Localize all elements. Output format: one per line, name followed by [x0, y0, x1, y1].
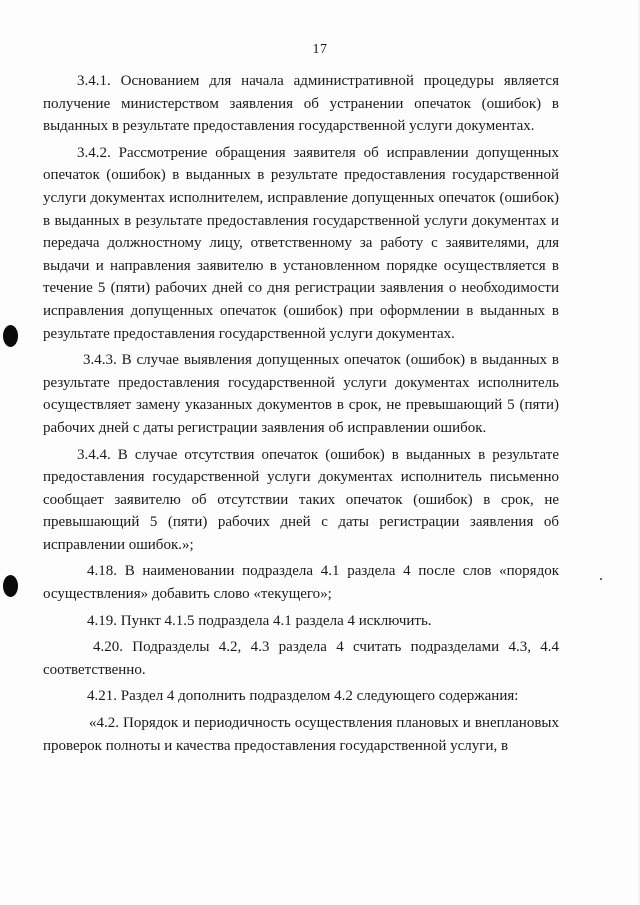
paragraph-4-18: 4.18. В наименовании подраздела 4.1 раздела 4 после слов «порядок осуществления» добавить слово «текущего»;: [43, 563, 559, 603]
paragraph-4-20: 4.20. Подразделы 4.2, 4.3 раздела 4 считать подразделами 4.3, 4.4 соответственно.: [43, 639, 559, 678]
paragraph-3-4-3: 3.4.3. В случае выявления допущенных опечаток (ошибок) в выданных в результате предоставления государственной услуги документах исполнитель осуществляет замену указанных документов в срок, не превышающий 5 (пяти) рабочих дней с даты регистрации заявления об исправлении ошибок.: [43, 352, 559, 436]
punch-hole-bottom: [3, 575, 18, 597]
paragraph-3-4-4: 3.4.4. В случае отсутствия опечаток (ошибок) в выданных в результате предоставления государственной услуги документах исполнитель письменно сообщает заявителю об отсутствии таких опечаток (ошибок) в срок, не превышающий 5 (пяти) рабочих дней с даты регистрации заявления об исправлении ошибок.»;: [43, 446, 559, 553]
scan-speck: [600, 578, 602, 580]
paragraph-3-4-2: 3.4.2. Рассмотрение обращения заявителя об исправлении допущенных опечаток (ошибок) в выданных в результате предоставления государственной услуги документах исполнителем, исправление допущенных опечаток (ошибок) в выданных в результате предоставления государственной услуги документах и передача должностному лицу, ответственному за работу с заявителями, для выдачи и направления заявителю в установленном порядке осуществляется в течение 5 (пяти) рабочих дней со дня регистрации заявления о необходимости исправления допущенных опечаток (ошибок) при оформлении в выданных в результате предоставления государственной услуги документах.: [43, 144, 559, 342]
document-body: [43, 70, 559, 761]
paragraph-4-2-quote: «4.2. Порядок и периодичность осуществления плановых и внеплановых проверок полноты и качества предоставления государственной услуги, в: [43, 715, 559, 754]
page-number: 17: [312, 42, 328, 57]
paragraph-3-4-1: 3.4.1. Основанием для начала административной процедуры является получение министерством заявления об устранении опечаток (ошибок) в выданных в результате предоставления государственной услуги документах.: [43, 73, 559, 135]
paragraph-4-21: 4.21. Раздел 4 дополнить подразделом 4.2 следующего содержания:: [87, 688, 519, 705]
punch-hole-top: [3, 325, 18, 347]
paragraph-4-19: 4.19. Пункт 4.1.5 подраздела 4.1 раздела 4 исключить.: [87, 612, 432, 629]
